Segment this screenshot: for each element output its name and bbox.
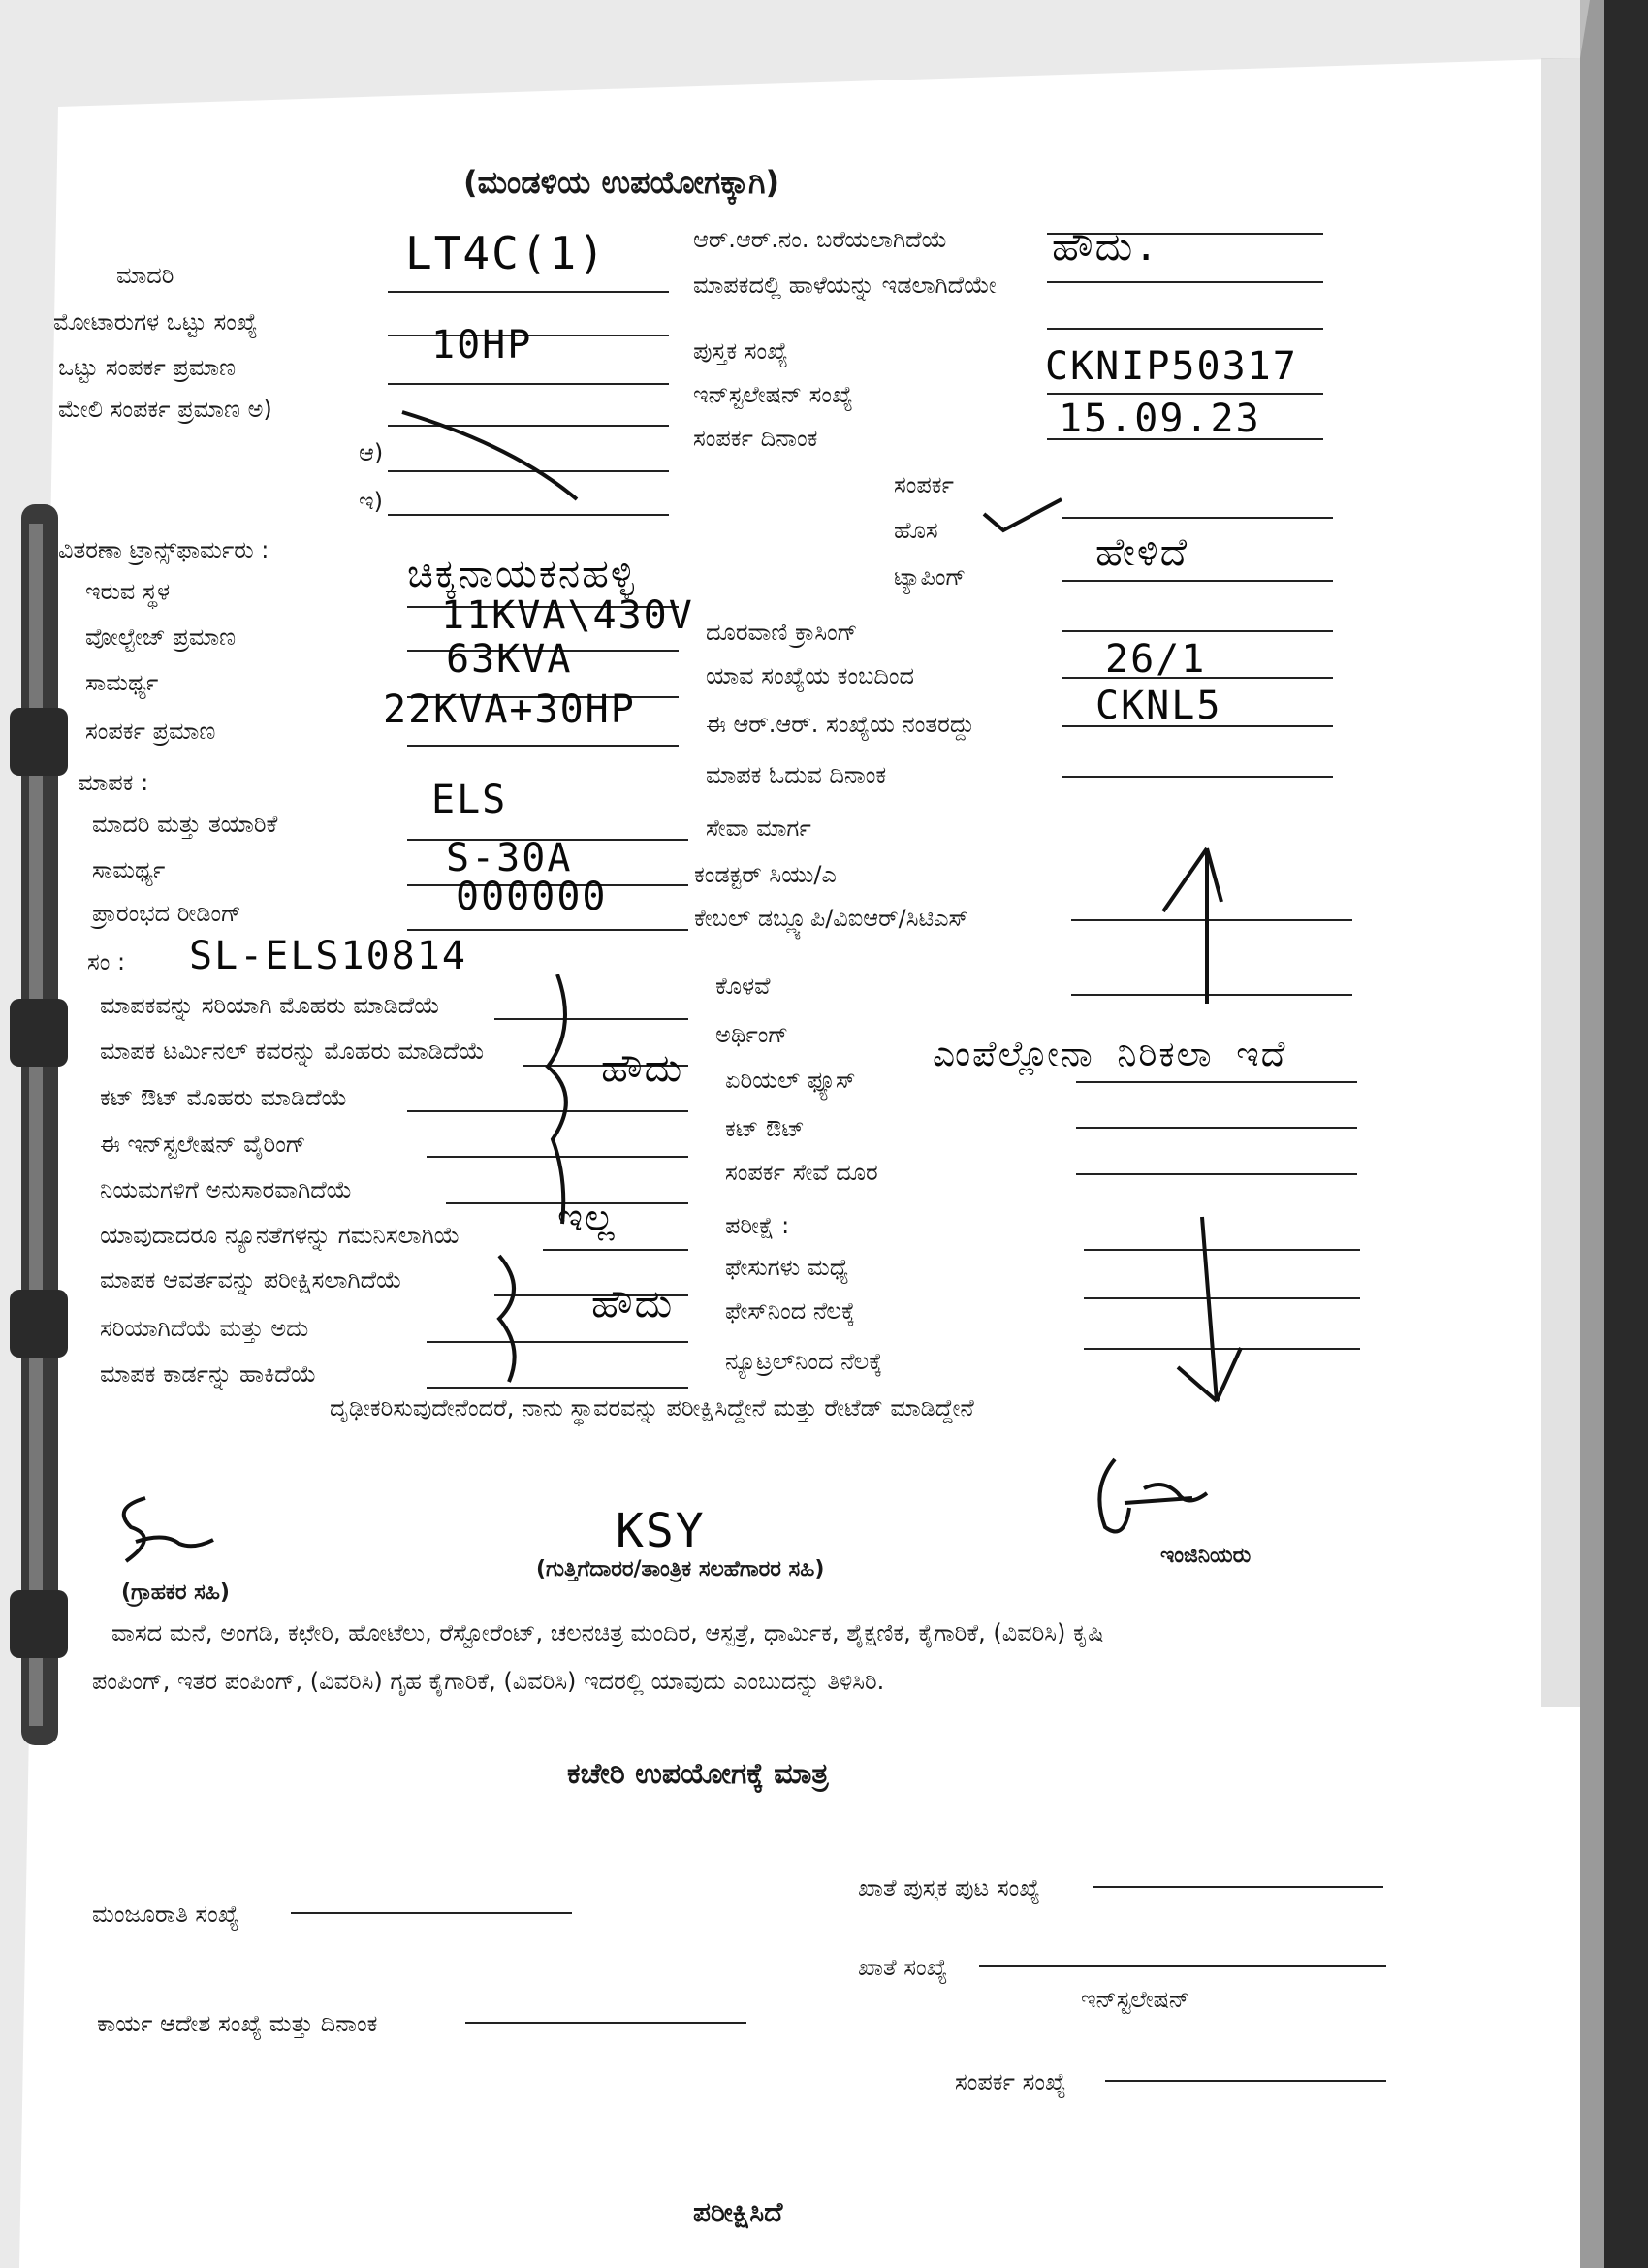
value-rr-written: ಹೌದು. [1052,225,1160,270]
label-correct: ಸರಿಯಾಗಿದೆಯೆ ಮತ್ತು ಅದು [100,1315,309,1342]
line-work-order [465,2022,746,2024]
value-pole-number: 26/1 [1105,637,1207,682]
value-meter-make: ELS [431,778,508,822]
line-right-15 [1076,1127,1357,1129]
bracket-mark-2 [490,1251,538,1387]
label-serial: ಸಂ : [87,948,126,975]
label-sheet-kept: ಮಾಪಕದಲ್ಲಿ ಹಾಳೆಯನ್ನು ಇಡಲಾಗಿದೆಯೇ [693,272,997,299]
contractor-sign-label: (ಗುತ್ತಿಗೆದಾರರ/ತಾಂತ್ರಿಕ ಸಲಹೆಗಾರರ ಸಹಿ) [536,1557,825,1581]
line-sanction-no [291,1912,572,1914]
label-after-rr: ಈ ಆರ್.ಆರ್. ಸಂಖ್ಯೆಯ ನಂತರದ್ದು [706,711,975,738]
line-right-6 [1062,517,1333,519]
line-left-10 [407,745,679,747]
value-location: ಚಿಕ್ಕನಾಯಕನಹಳ್ಳಿ [407,552,637,596]
label-conductor: ಕಂಡಕ್ಟರ್ ಸಿಯು/ಎ [694,861,837,888]
label-transformer: ವಿತರಣಾ ಟ್ರಾನ್ಸ್‌ಫಾರ್ಮರು : [58,536,269,563]
label-cut-out: ಕಟ್ ಔಟ್ [725,1115,805,1142]
value-connected: 22KVA+30HP [383,687,636,732]
label-meter: ಮಾಪಕ : [78,769,149,796]
label-connection-no: ಸಂಪರ್ಕ ಸಂಖ್ಯೆ [955,2068,1066,2095]
value-connection-date: 15.09.23 [1059,397,1261,441]
value-sealed: ಹೌದು [601,1046,684,1091]
line-account-no [979,1965,1386,1967]
label-compliance: ನಿಯಮಗಳಿಗೆ ಅನುಸಾರವಾಗಿದೆಯೆ [100,1176,353,1203]
label-installation: ಇನ್‌ಸ್ಟಲೇಷನ್ [1081,1986,1190,2013]
line-right-2 [1047,281,1323,283]
label-service-line: ಸೇವಾ ಮಾರ್ಗ [706,815,811,842]
line-left-13 [407,929,688,931]
label-work-order: ಕಾರ್ಯ ಆದೇಶ ಸಂಖ್ಯೆ ಮತ್ತು ದಿನಾಂಕ [97,2010,378,2037]
line-right-3 [1047,328,1323,330]
line-right-7 [1062,580,1333,582]
contractor-mark: KSY [616,1504,706,1558]
value-aerial-note: ಎಂಪೆಲ್ಲೋನಾ ನಿರಿಕಲಾ ಇದೆ [933,1035,1287,1074]
label-neutral-earth: ನ್ಯೂಟ್ರಲ್‌ನಿಂದ ನೆಲಕ್ಕೆ [725,1348,883,1375]
line-ledger-page [1093,1886,1383,1888]
customer-signature [107,1484,223,1571]
value-installation-no: CKNIP50317 [1045,344,1298,389]
value-total-load: 10HP [431,323,533,367]
label-motor-count: ಮೋಟಾರುಗಳ ಒಟ್ಟು ಸಂಖ್ಯೆ [53,308,258,335]
footer-verified: ಪರೀಕ್ಷಿಸಿದೆ [693,2196,783,2228]
label-between-phases: ಫೇಸುಗಳು ಮಧ್ಯೆ [725,1254,849,1281]
value-model: LT4C(1) [405,227,607,279]
label-load-b: ಆ) [359,439,384,466]
label-defects: ಯಾವುದಾದರೂ ನ್ಯೂನತೆಗಳನ್ನು ಗಮನಿಸಲಾಗಿಯೆ [100,1222,460,1249]
value-tested: ಹೌದು [591,1282,675,1326]
label-connected-load: ಮೇಲಿ ಸಂಪರ್ಕ ಪ್ರಮಾಣ ಅ) [58,396,272,423]
value-initial-reading: 000000 [456,875,608,919]
line-left-19 [543,1249,688,1251]
form-title: (ಮಂಡಳಿಯ ಉಪಯೋಗಕ್ಕಾಗಿ) [463,164,780,201]
label-total-load: ಒಟ್ಟು ಸಂಪರ್ಕ ಪ್ರಮಾಣ [58,354,237,381]
line-right-11 [1062,776,1333,778]
label-meter-tested: ಮಾಪಕ ಆವರ್ತವನ್ನು ಪರೀಕ್ಷಿಸಲಾಗಿದೆಯೆ [100,1266,402,1294]
label-earthing: ಅರ್ಥಿಂಗ್ [715,1021,789,1048]
diagonal-strike-mark [397,407,591,504]
label-wiring: ಈ ಇನ್‌ಸ್ಟಲೇಷನ್ ವೈರಿಂಗ್ [100,1131,306,1158]
label-telephone-crossing: ದೂರವಾಣಿ ಕ್ರಾಸಿಂಗ್ [706,619,858,646]
declaration-text: ದೃಢೀಕರಿಸುವುದೇನೆಂದರೆ, ನಾನು ಸ್ಥಾವರವನ್ನು ಪರೀಕ್ಷಿಸಿದ್ದೇನೆ ಮತ್ತು ರೇಟೆಡ್ ಮಾಡಿದ್ದೇನೆ [330,1394,974,1421]
label-meter-capacity: ಸಾಮರ್ಥ್ಯ [92,856,166,883]
label-testing: ಪರೀಕ್ಷೆ : [725,1212,790,1239]
label-cutout-sealed: ಕಟ್ ಔಟ್ ಮೊಹರು ಮಾಡಿದೆಯೆ [100,1084,348,1111]
label-tapping: ಟ್ಯಾಪಿಂಗ್ [894,563,967,591]
label-terminal-sealed: ಮಾಪಕ ಟರ್ಮಿನಲ್ ಕವರನ್ನು ಮೊಹರು ಮಾಡಿದೆಯೆ [100,1038,486,1065]
customer-sign-label: (ಗ್ರಾಹಕರ ಸಹಿ) [121,1581,230,1605]
value-after-rr: CKNL5 [1095,684,1222,728]
label-ledger-page: ಖಾತೆ ಪುಸ್ತಕ ಪುಟ ಸಂಖ್ಯೆ [858,1874,1040,1901]
label-account-no: ಖಾತೆ ಸಂಖ್ಯೆ [858,1954,948,1981]
note-line-1: ವಾಸದ ಮನೆ, ಅಂಗಡಿ, ಕಛೇರಿ, ಹೋಟೆಲು, ರೆಸ್ಟೋರೆಂಟ್, ಚಲನಚಿತ್ರ ಮಂದಿರ, ಆಸ್ಪತ್ರೆ, ಧಾರ್ಮಿಕ, ಶೈಕ್ಷಣಿಕ, ಕೈಗಾರಿಕೆ, (ವಿವರಿಸಿ) ಕೃಷಿ [111,1619,1104,1646]
label-cable: ಕೇಬಲ್ ಡಬ್ಲ್ಯೂಪಿ/ವಿಐಆರ್/ಸಿಟಿಎಸ್ [694,905,969,932]
arrow-up-mark [1149,834,1236,1008]
label-location: ಇರುವ ಸ್ಥಳ [85,578,171,605]
label-installation-no: ಇನ್‌ಸ್ಟಲೇಷನ್ ಸಂಖ್ಯೆ [693,381,853,408]
line-connection-no [1105,2080,1386,2082]
value-defects: ಇಲ್ಲ [557,1196,617,1240]
label-service-distance: ಸಂಪರ್ಕ ಸೇವೆ ದೂರ [725,1159,878,1186]
bracket-mark-1 [538,970,596,1231]
checkmark-new [979,490,1066,538]
line-left-3 [388,383,669,385]
label-aerial-fuse: ಏರಿಯಲ್ ಫ್ಯೂಸ್ [725,1067,856,1094]
label-connection-date: ಸಂಪರ್ಕ ದಿನಾಂಕ [693,425,818,452]
label-meter-make: ಮಾದರಿ ಮತ್ತು ತಯಾರಿಕೆ [92,811,278,838]
value-meter-serial: SL-ELS10814 [189,934,467,978]
label-pole-number: ಯಾವ ಸಂಖ್ಯೆಯ ಕಂಬದಿಂದ [706,662,914,689]
label-book-no: ಪುಸ್ತಕ ಸಂಖ್ಯೆ [693,337,788,365]
line-right-8 [1062,630,1333,632]
line-left-22 [427,1387,688,1389]
line-left-21 [427,1341,688,1343]
label-load-c: ಇ) [359,488,383,515]
label-meter-card: ಮಾಪಕ ಕಾರ್ಡನ್ನು ಹಾಕಿದೆಯೆ [100,1360,317,1388]
label-new: ಹೊಸ [894,517,938,544]
label-capacity: ಸಾಮರ್ಥ್ಯ [85,669,159,696]
value-voltage: 11KVA\430V [441,593,694,638]
label-meter-sealed: ಮಾಪಕವನ್ನು ಸರಿಯಾಗಿ ಮೊಹರು ಮಾಡಿದೆಯೆ [100,992,440,1019]
label-sanction-no: ಮಂಜೂರಾತಿ ಸಂಖ್ಯೆ [92,1901,239,1928]
note-line-2: ಪಂಪಿಂಗ್, ಇತರ ಪಂಪಿಂಗ್, (ವಿವರಿಸಿ) ಗೃಹ ಕೈಗಾರಿಕೆ, (ವಿವರಿಸಿ) ಇದರಲ್ಲಿ ಯಾವುದು ಎಂಬುದನ್ನು ತಿಳಿಸಿರಿ. [92,1668,885,1695]
label-phase-earth: ಫೇಸ್‌ನಿಂದ ನೆಲಕ್ಕೆ [725,1297,856,1325]
line-right-14 [1076,1081,1357,1083]
line-right-16 [1076,1173,1357,1175]
label-model: ಮಾದರಿ [116,262,174,289]
label-initial-reading: ಪ್ರಾರಂಭದ ರೀಡಿಂಗ್ [92,900,241,927]
line-left-6 [388,514,669,516]
label-pipe: ಕೊಳವೆ [715,973,771,1000]
engineer-sign-label: ಇಂಜಿನಿಯರು [1160,1544,1252,1568]
value-meter-capacity: S-30A [446,836,573,880]
value-tapping: ಹೇಳಿದೆ [1095,530,1189,575]
label-reading-date: ಮಾಪಕ ಓದುವ ದಿನಾಂಕ [706,761,887,788]
office-use-title: ಕಚೇರಿ ಉಪಯೋಗಕ್ಕೆ ಮಾತ್ರ [567,1757,829,1791]
line-left-1 [388,291,669,293]
line-right-4 [1047,393,1323,395]
arrow-down-mark [1173,1212,1260,1416]
label-voltage: ವೋಲ್ಟೇಜ್ ಪ್ರಮಾಣ [85,623,237,651]
label-connection: ಸಂಪರ್ಕ [894,471,954,498]
label-connected: ಸಂಪರ್ಕ ಪ್ರಮಾಣ [85,718,216,745]
label-rr-written: ಆರ್.ಆರ್.ನಂ. ಬರೆಯಲಾಗಿದೆಯೆ [693,226,948,253]
engineer-signature [1086,1450,1231,1556]
value-capacity: 63KVA [446,637,573,682]
